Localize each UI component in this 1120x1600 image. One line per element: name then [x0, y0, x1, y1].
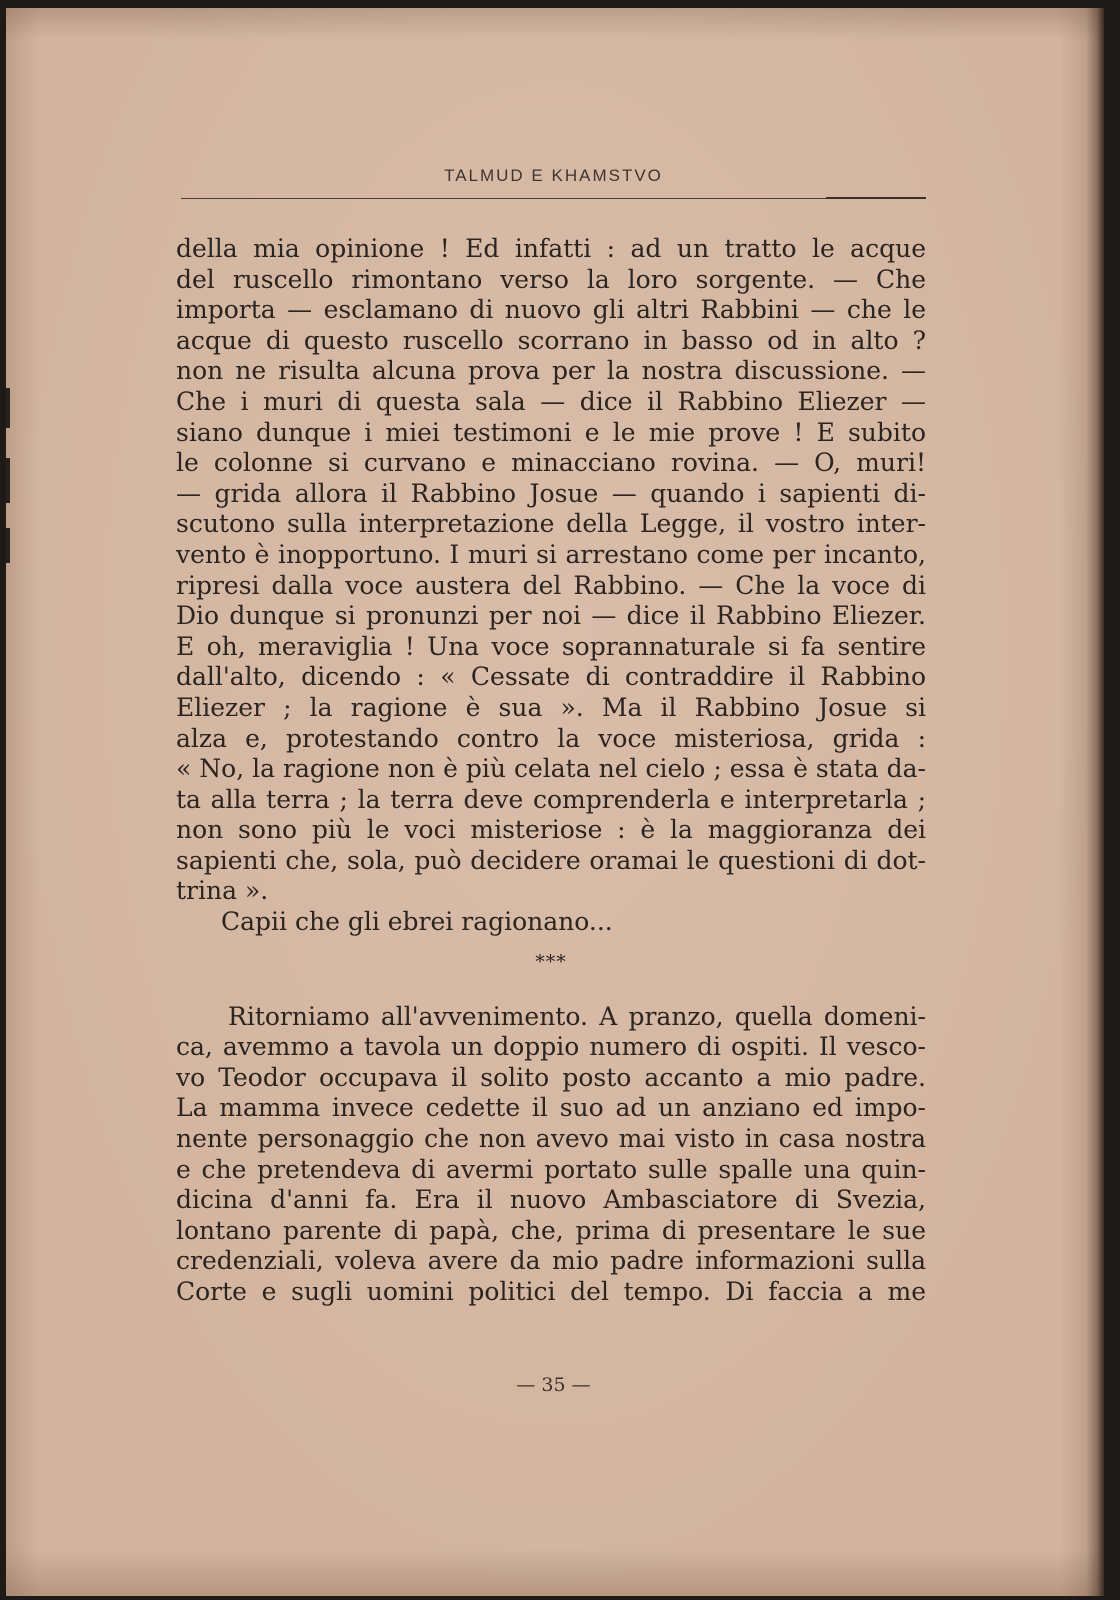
text-line: Capii che gli ebrei ragionano... [221, 907, 613, 937]
text-line: Dio dunque si pronunzi per noi — dice il Rabbino Eliezer. [176, 601, 926, 631]
text-line: vento è inopportuno. I muri si arrestano come per incanto, [176, 539, 926, 569]
text-line: non ne risulta alcuna prova per la nostra discussione. — [176, 356, 926, 386]
text-line: del ruscello rimontano verso la loro sorgente. — Che [176, 264, 926, 294]
text-line: siano dunque i miei testimoni e le mie prove ! E subito [176, 417, 926, 447]
text-line: ca, avemmo a tavola un doppio numero di ospiti. Il vesco- [176, 1032, 926, 1062]
text-line: trina ». [176, 876, 269, 906]
text-line: Che i muri di questa sala — dice il Rabbino Eliezer — [176, 386, 926, 416]
text-line: La mamma invece cedette il suo ad un anziano ed impo- [176, 1093, 926, 1123]
text-line: importa — esclamano di nuovo gli altri Rabbini — che le [176, 295, 926, 325]
section-separator: *** [535, 950, 567, 973]
text-line: non sono più le voci misteriose : è la maggioranza dei [176, 815, 926, 845]
binding-mark [6, 528, 10, 563]
text-line: Corte e sugli uomini politici del tempo. Di faccia a me [176, 1277, 926, 1306]
text-line: Eliezer ; la ragione è sua ». Ma il Rabbino Josue si [176, 692, 926, 722]
text-line: sapienti che, sola, può decidere oramai le questioni di dot- [176, 845, 926, 875]
page-edge-shadow [1086, 8, 1104, 1596]
binding-mark [6, 458, 10, 503]
text-line: ta alla terra ; la terra deve comprenderla e interpretarla ; [176, 784, 926, 814]
text-line: credenziali, voleva avere da mio padre informazioni sulla [176, 1246, 926, 1276]
text-line: e che pretendeva di avermi portato sulle spalle una quin- [176, 1154, 926, 1184]
text-line: « No, la ragione non è più celata nel cielo ; essa è stata da- [176, 754, 926, 784]
page-number: — 35 — [516, 1374, 591, 1396]
text-line: scutono sulla interpretazione della Legge, il vostro inter- [176, 509, 926, 539]
body-text [176, 234, 926, 1308]
text-line: vo Teodor occupava il solito posto accanto a mio padre. [176, 1062, 926, 1092]
book-page [6, 8, 1104, 1596]
text-line: E oh, meraviglia ! Una voce soprannaturale si fa sentire [176, 631, 926, 661]
text-line: — grida allora il Rabbino Josue — quando i sapienti di- [176, 478, 926, 508]
text-line: alza e, protestando contro la voce misteriosa, grida : [176, 723, 926, 753]
text-line: della mia opinione ! Ed infatti : ad un tratto le acque [176, 234, 926, 263]
text-line: dall'alto, dicendo : « Cessate di contraddire il Rabbino [176, 662, 926, 692]
text-line: nente personaggio che non avevo mai visto in casa nostra [176, 1124, 926, 1154]
text-line: dicina d'anni fa. Era il nuovo Ambasciatore di Svezia, [176, 1185, 926, 1215]
text-line: le colonne si curvano e minacciano rovina. — O, muri! [176, 448, 926, 478]
text-line: acque di questo ruscello scorrano in basso od in alto ? [176, 325, 926, 355]
text-line: lontano parente di papà, che, prima di presentare le sue [176, 1215, 926, 1245]
header-rule-accent [826, 197, 926, 199]
text-line: Ritorniamo all'avvenimento. A pranzo, quella domeni- [228, 1001, 926, 1031]
spacer [176, 986, 926, 1002]
binding-mark [6, 388, 10, 428]
header-rule [181, 198, 926, 199]
running-title: TALMUD E KHAMSTVO [444, 166, 663, 185]
text-line: ripresi dalla voce austera del Rabbino. — Che la voce di [176, 570, 926, 600]
